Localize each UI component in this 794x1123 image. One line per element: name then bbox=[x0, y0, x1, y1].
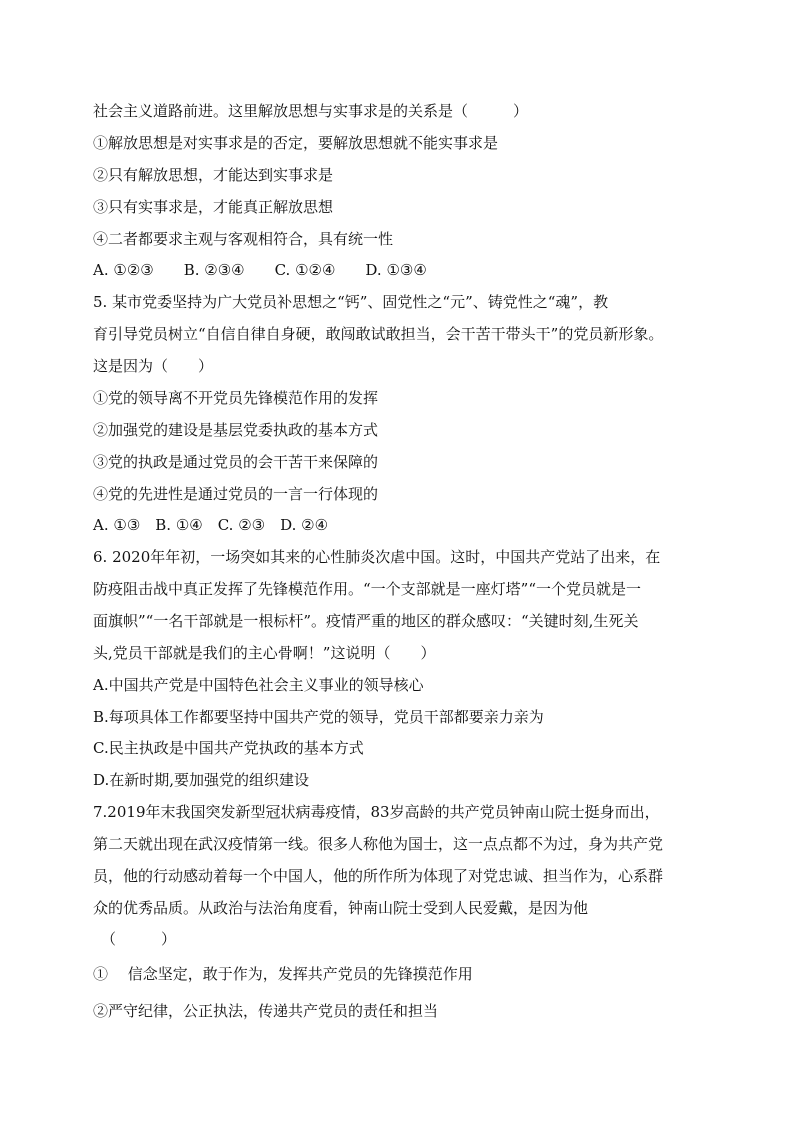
question-4-stem-end: 社会主义道路前进。这里解放思想与实事求是的关系是（ ） bbox=[93, 102, 529, 120]
question-7-stem-line-1: 7.2019年末我国突发新型冠状病毒疫情，83岁高龄的共产党员钟南山院士挺身而出， bbox=[93, 803, 660, 821]
question-4-statement-4: ④二者都要求主观与客观相符合，具有统一性 bbox=[93, 230, 394, 248]
question-6-stem-line-4: 头,党员干部就是我们的主心骨啊！”这说明（ ） bbox=[93, 644, 436, 662]
question-6-option-d: D.在新时期,要加强党的组织建设 bbox=[93, 771, 310, 789]
question-5-statement-2: ②加强党的建设是基层党委执政的基本方式 bbox=[93, 421, 379, 439]
question-7-answer-blank: （ ） bbox=[101, 930, 177, 948]
question-6-stem-line-3: 面旗帜”“一名干部就是一根标杆”。疫情严重的地区的群众感叹：“关键时刻,生死关 bbox=[93, 612, 639, 630]
question-5-statement-1: ①党的领导离不开党员先锋模范作用的发挥 bbox=[93, 389, 379, 407]
question-7-statement-1: ① 信念坚定，敢于作为，发挥共产党员的先锋摸范作用 bbox=[93, 965, 473, 983]
question-6-option-c: C.民主执政是中国共产党执政的基本方式 bbox=[93, 739, 364, 757]
question-5-stem-line-2: 育引导党员树立“自信自律自身硬，敢闯敢试敢担当，会干苦干带头干”的党员新形象。 bbox=[93, 325, 664, 343]
question-5-stem-line-3: 这是因为（ ） bbox=[93, 357, 214, 375]
question-5-stem-line-1: 5. 某市党委坚持为广大党员补思想之“钙”、固党性之“元”、铸党性之“魂”，教 bbox=[93, 293, 609, 311]
question-7-stem-line-2: 第二天就出现在武汉疫情第一线。很多人称他为国士，这一点点都不为过，身为共产党 bbox=[93, 835, 664, 853]
question-4-statement-2: ②只有解放思想，才能达到实事求是 bbox=[93, 166, 334, 184]
question-4-options: A. ①②③ B. ②③④ C. ①②④ D. ①③④ bbox=[93, 261, 427, 279]
question-6-option-b: B.每项具体工作都要坚持中国共产党的领导，党员干部都要亲力亲为 bbox=[93, 708, 544, 726]
question-5-statement-3: ③党的执政是通过党员的会干苦干来保障的 bbox=[93, 453, 379, 471]
question-6-stem-line-1: 6. 2020年年初，一场突如其来的心性肺炎次虐中国。这时，中国共产党站了出来，在 bbox=[93, 548, 661, 566]
question-7-stem-line-4: 众的优秀品质。从政治与法治角度看，钟南山院士受到人民爱戴，是因为他 bbox=[93, 899, 589, 917]
question-7-statement-2: ②严守纪律，公正执法，传递共产党员的责任和担当 bbox=[93, 1002, 439, 1020]
question-7-stem-line-3: 员，他的行动感动着每一个中国人，他的所作所为体现了对党忠诚、担当作为，心系群 bbox=[93, 867, 664, 885]
question-4-statement-3: ③只有实事求是，才能真正解放思想 bbox=[93, 198, 334, 216]
question-6-option-a: A.中国共产党是中国特色社会主义事业的领导核心 bbox=[93, 676, 424, 694]
question-5-statement-4: ④党的先进性是通过党员的一言一行体现的 bbox=[93, 485, 379, 503]
question-5-options: A. ①③ B. ①④ C. ②③ D. ②④ bbox=[93, 516, 329, 534]
question-4-statement-1: ①解放思想是对实事求是的否定，要解放思想就不能实事求是 bbox=[93, 134, 499, 152]
question-6-stem-line-2: 防疫阻击战中真正发挥了先锋模范作用。“一个支部就是一座灯塔”“一个党员就是一 bbox=[93, 580, 642, 598]
